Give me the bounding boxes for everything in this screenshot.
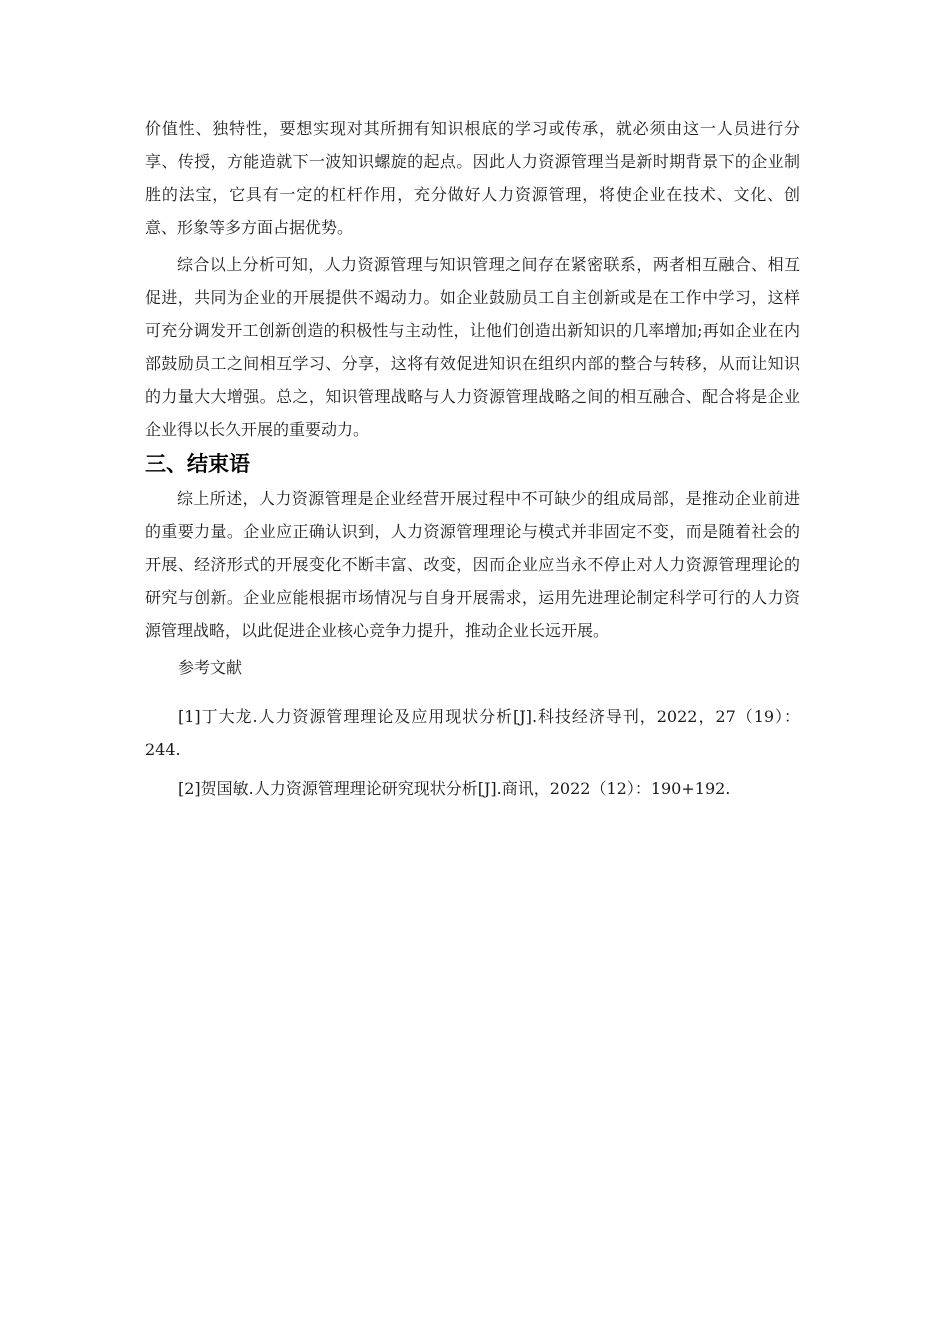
- section-heading: 三、结束语: [145, 452, 250, 476]
- body-paragraph-3: 综上所述，人力资源管理是企业经营开展过程中不可缺少的组成局部，是推动企业前进的重要力量。企业应正确认识到，人力资源管理理论与模式并非固定不变，而是随着社会的开展、经济形式的开展变化不断丰富、改变，因而企业应当永不停止对人力资源管理理论的研究与创新。企业应能根据市场情况与自身开展需求，运用先进理论制定科学可行的人力资源管理战略，以此促进企业核心竞争力提升，推动企业长远开展。: [145, 489, 800, 640]
- references-title: 参考文献: [178, 658, 243, 677]
- reference-item-1: [1]丁大龙.人力资源管理理论及应用现状分析[J].科技经济导刊，2022，27（19）：244.: [145, 707, 800, 759]
- reference-item-2: [2]贺国敏.人力资源管理理论研究现状分析[J].商讯，2022（12）：190+192.: [178, 779, 731, 798]
- body-paragraph-2: 综合以上分析可知，人力资源管理与知识管理之间存在紧密联系，两者相互融合、相互促进，共同为企业的开展提供不竭动力。如企业鼓励员工自主创新或是在工作中学习，这样可充分调发开工创新创造的积极性与主动性，让他们创造出新知识的几率增加;再如企业在内部鼓励员工之间相互学习、分享，这将有效促进知识在组织内部的整合与转移，从而让知识的力量大大增强。总之，知识管理战略与人力资源管理战略之间的相互融合、配合将是企业企业得以长久开展的重要动力。: [145, 255, 800, 439]
- body-paragraph-1: 价值性、独特性，要想实现对其所拥有知识根底的学习或传承，就必须由这一人员进行分享、传授，方能造就下一波知识螺旋的起点。因此人力资源管理当是新时期背景下的企业制胜的法宝，它具有一定的杠杆作用，充分做好人力资源管理，将使企业在技术、文化、创意、形象等多方面占据优势。: [145, 119, 800, 237]
